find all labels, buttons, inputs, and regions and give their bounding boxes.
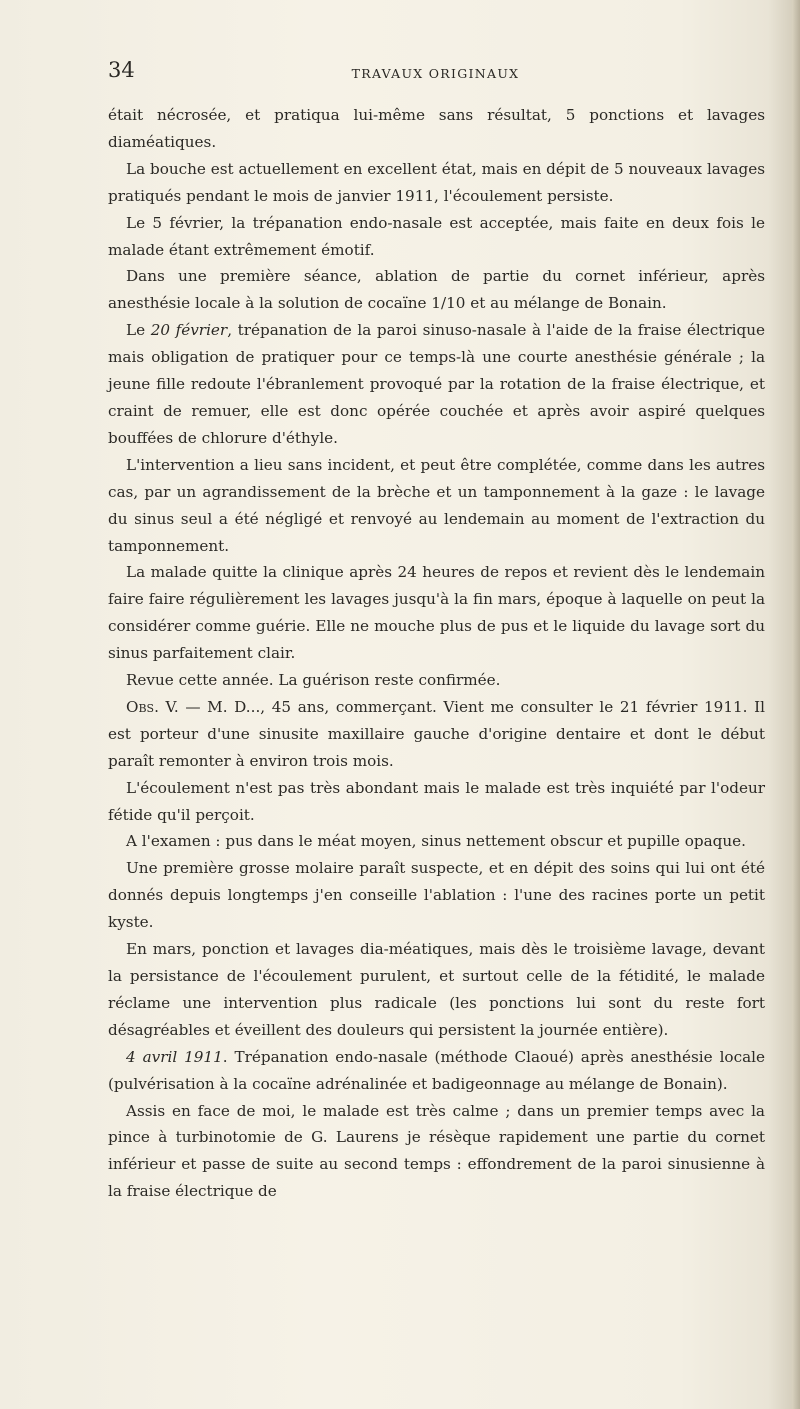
page-header xyxy=(108,58,763,94)
paragraph: Le 5 février, la trépanation endo-nasale est acceptée, mais faite en deux fois le malade étant extrêmement émotif. xyxy=(108,213,765,259)
date-italic: 4 avril 1911 xyxy=(126,1047,223,1066)
paragraph: Assis en face de moi, le malade est très calme ; dans un premier temps avec la pince à turbinotomie de G. Laurens je résèque rapidement une partie du cornet inférieur et passe de suite au second temps : effondrement de la paroi sinusienne à la fraise électrique de xyxy=(108,1101,765,1201)
running-title: TRAVAUX ORIGINAUX xyxy=(351,66,520,81)
paragraph: L'écoulement n'est pas très abondant mais le malade est très inquiété par l'odeur fétide qu'il perçoit. xyxy=(108,778,765,824)
date-italic: 20 février xyxy=(150,321,228,340)
paragraph xyxy=(108,1044,765,1098)
paragraph-text: . Trépanation endo-nasale (méthode Claoué) après anesthésie locale (pulvérisation à la cocaïne adrénalinée et badigeonnage au mélange de Bonain). xyxy=(108,1047,765,1093)
page-edge xyxy=(792,0,800,1409)
paragraph xyxy=(108,694,765,775)
paragraph: La malade quitte la clinique après 24 heures de repos et revient dès le lendemain faire faire régulièrement les lavages jusqu'à la fin mars, époque à laquelle on peut la considérer comme guérie. Elle ne mouche plus de pus et le liquide du lavage sort du sinus parfaitement clair. xyxy=(108,563,765,663)
paragraph: Une première grosse molaire paraît suspecte, et en dépit des soins qui lui ont été donnés depuis longtemps j'en conseille l'ablation : l'une des racines porte un petit kyste. xyxy=(108,859,765,932)
paragraph-prefix: Le xyxy=(126,321,151,340)
article-body xyxy=(108,102,765,1205)
paragraph: La bouche est actuellement en excellent état, mais en dépit de 5 nouveaux lavages pratiqués pendant le mois de janvier 1911, l'écoulement persiste. xyxy=(108,159,765,205)
paragraph: était nécrosée, et pratiqua lui-même sans résultat, 5 ponctions et lavages diaméatiques. xyxy=(108,106,765,151)
paragraph: L'intervention a lieu sans incident, et peut être complétée, comme dans les autres cas, par un agrandissement de la brèche et un tamponnement à la gaze : le lavage du sinus seul a été négligé et renvoyé au lendemain au moment de l'extraction du tamponnement. xyxy=(108,455,765,555)
paragraph: Revue cette année. La guérison reste confirmée. xyxy=(126,671,501,690)
observation-label: Obs. V. xyxy=(126,697,179,716)
paragraph-text: — M. D..., 45 ans, commerçant. Vient me consulter le 21 février 1911. Il est porteur d'une sinusite maxillaire gauche d'origine dentaire et dont le début paraît remonter à environ trois mois. xyxy=(108,697,765,770)
paragraph xyxy=(108,317,765,452)
paragraph: Dans une première séance, ablation de partie du cornet inférieur, après anesthésie locale à la solution de cocaïne 1/10 et au mélange de Bonain. xyxy=(108,267,765,313)
page-number: 34 xyxy=(108,58,135,82)
paragraph: En mars, ponction et lavages dia-méatiques, mais dès le troisième lavage, devant la persistance de l'écoulement purulent, et surtout celle de la fétidité, le malade réclame une intervention plus radicale (les ponctions lui sont du reste fort désagréables et éveillent des douleurs qui persistent la journée entière). xyxy=(108,940,765,1039)
paragraph-text: , trépanation de la paroi sinuso-nasale à l'aide de la fraise électrique mais obligation de pratiquer pour ce temps-là une courte anesthésie générale ; la jeune fille redoute l'ébranlement provoqué par la rotation de la fraise électrique, et craint de remuer, elle est donc opérée couchée et après avoir aspiré quelques bouffées de chlorure d'éthyle. xyxy=(108,321,765,447)
paragraph: A l'examen : pus dans le méat moyen, sinus nettement obscur et pupille opaque. xyxy=(126,832,746,851)
